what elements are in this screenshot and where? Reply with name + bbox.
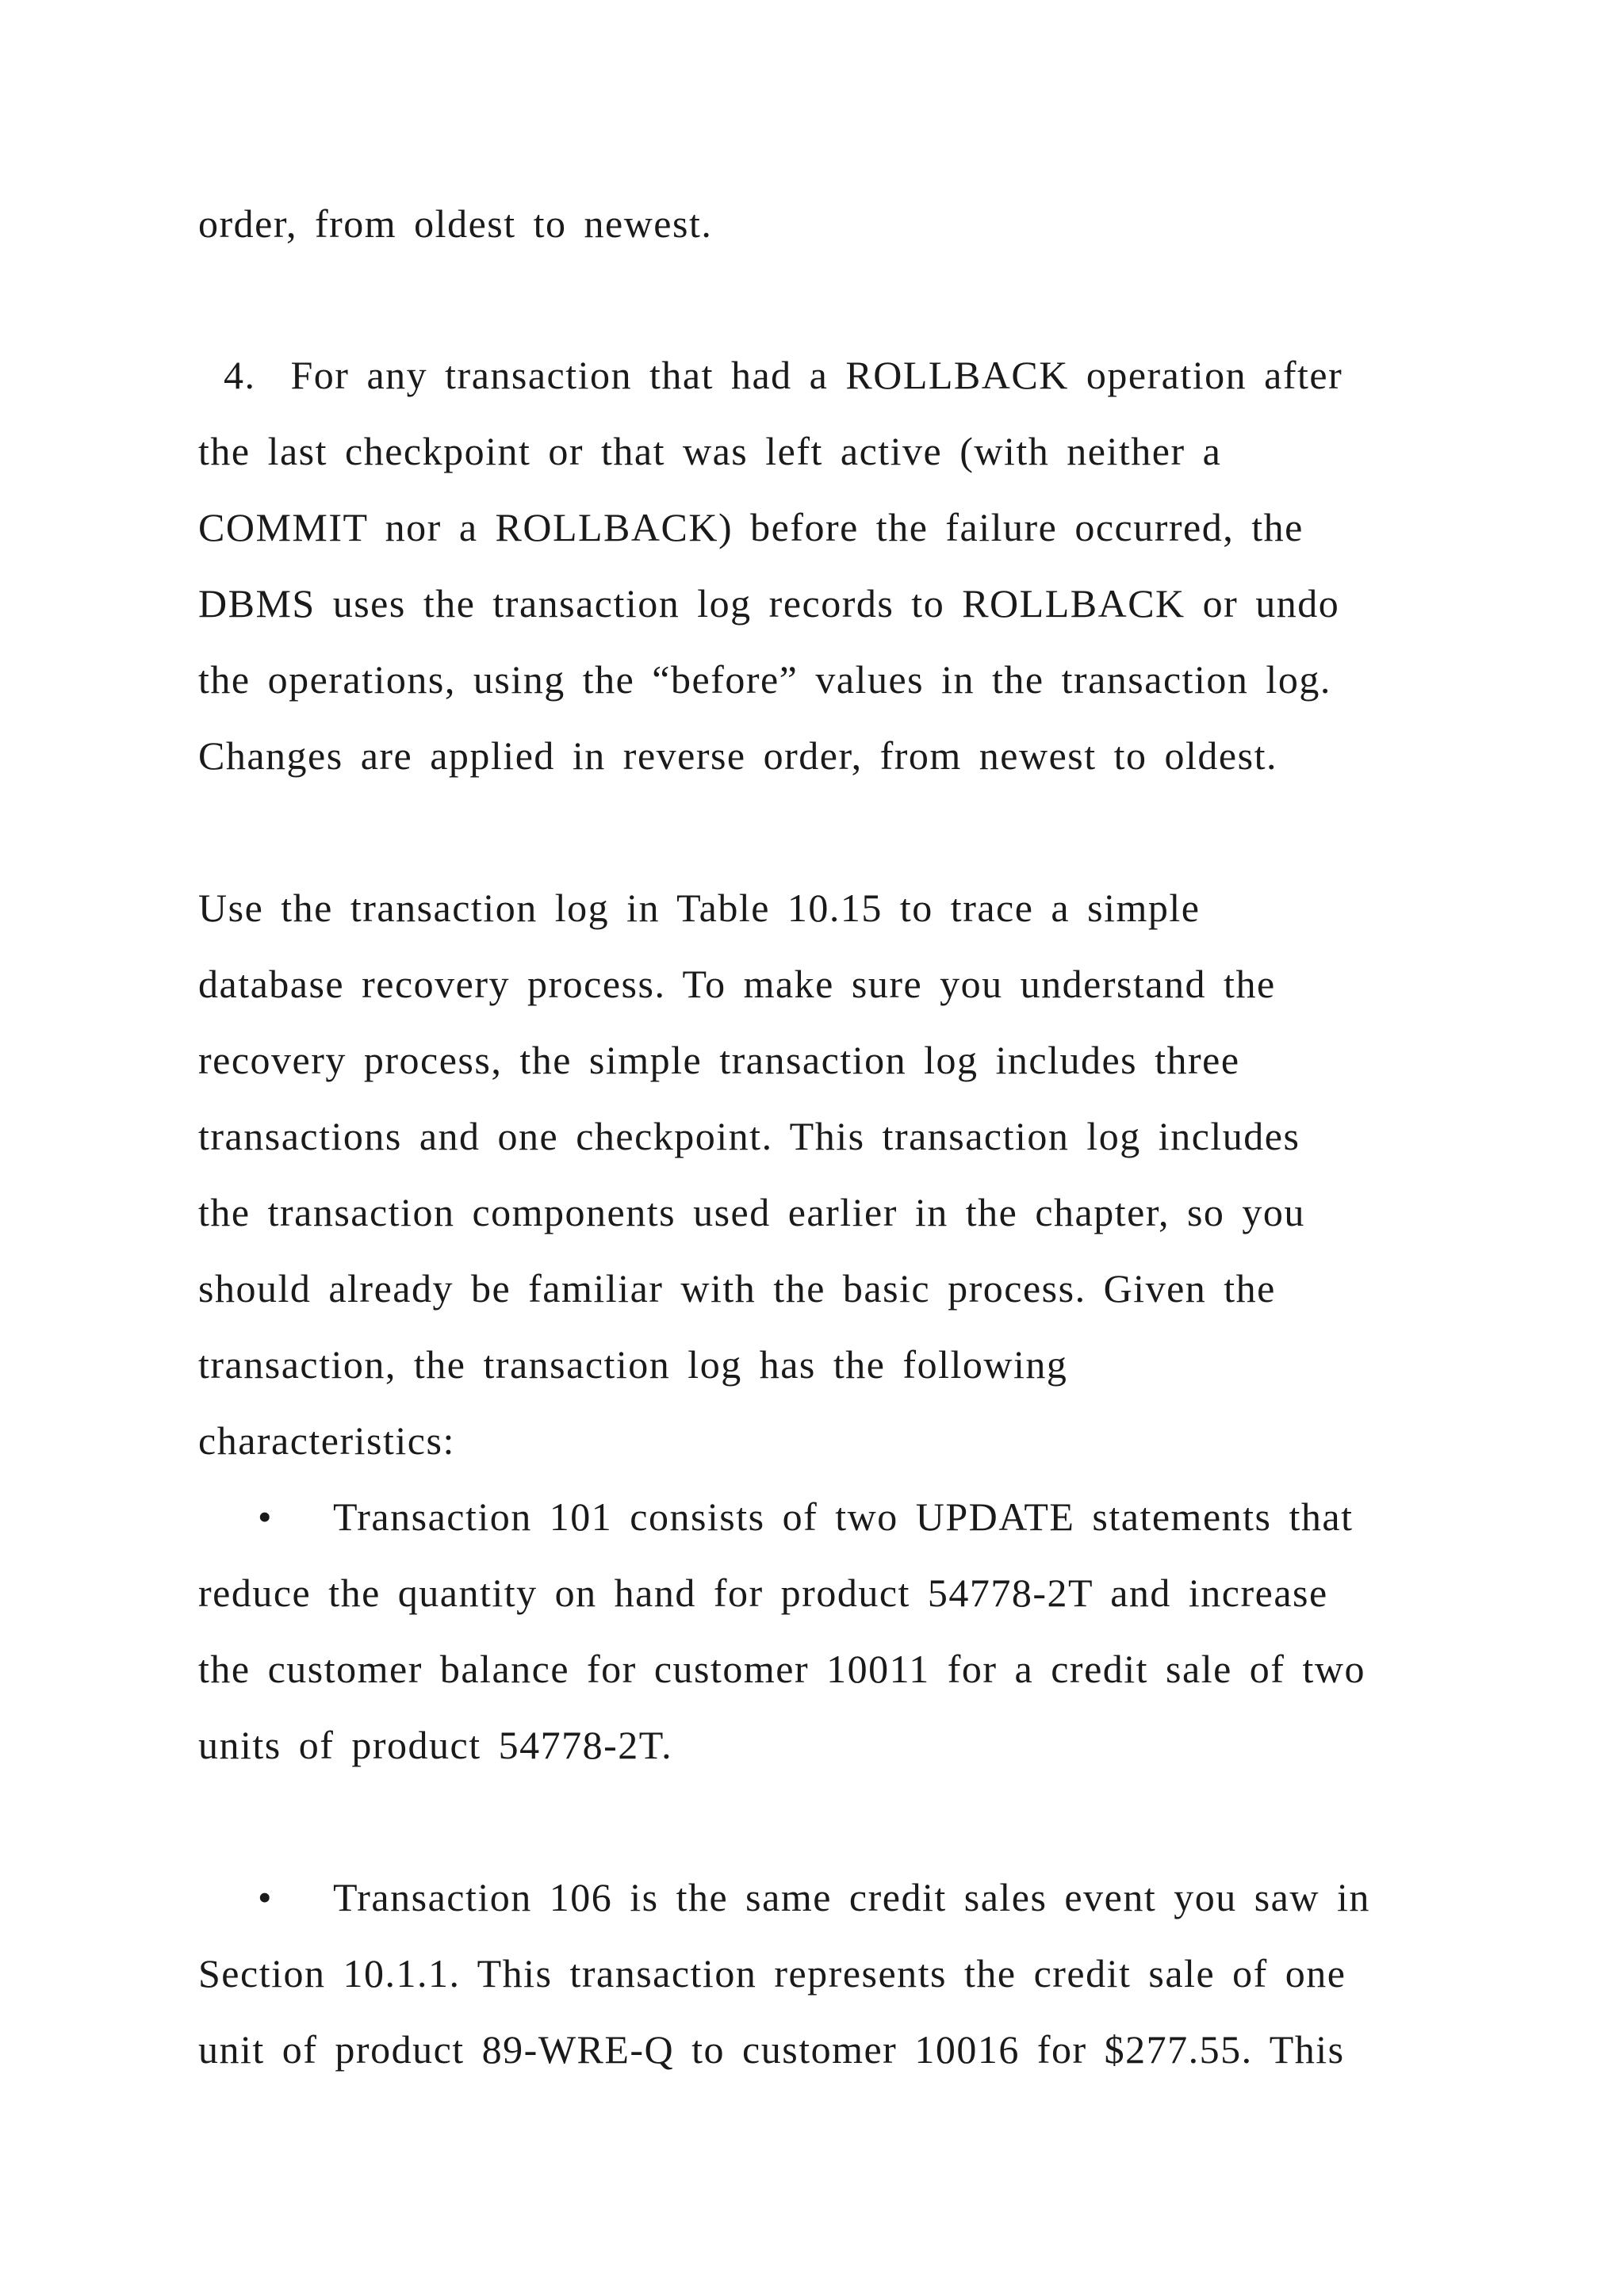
intro-line-7: transaction, the transaction log has the following — [198, 1342, 1068, 1387]
step4-line-2: the last checkpoint or that was left active (with neither a — [198, 429, 1222, 473]
step4-line-5: the operations, using the “before” values in the transaction log. — [198, 657, 1331, 702]
bullet1-line-1: Transaction 101 consists of two UPDATE statements that — [333, 1494, 1354, 1539]
continuation-line: order, from oldest to newest. — [198, 201, 713, 246]
intro-line-3: recovery process, the simple transaction log includes three — [198, 1038, 1240, 1082]
bullet1-line-4: units of product 54778-2T. — [198, 1723, 673, 1767]
bullet2-line-2: Section 10.1.1. This transaction represents the credit sale of one — [198, 1951, 1346, 1996]
intro-line-6: should already be familiar with the basic process. Given the — [198, 1266, 1276, 1311]
bullet2-line-3: unit of product 89-WRE-Q to customer 10016 for $277.55. This — [198, 2027, 1345, 2072]
intro-line-4: transactions and one checkpoint. This transaction log includes — [198, 1114, 1300, 1158]
step4-line-6: Changes are applied in reverse order, from newest to oldest. — [198, 733, 1277, 778]
bullet1-line-3: the customer balance for customer 10011 for a credit sale of two — [198, 1647, 1365, 1691]
bullet-symbol-1: • — [258, 1494, 272, 1539]
intro-line-5: the transaction components used earlier in the chapter, so you — [198, 1190, 1305, 1234]
intro-line-8: characteristics: — [198, 1418, 455, 1463]
bullet-symbol-2: • — [258, 1875, 272, 1919]
intro-line-2: database recovery process. To make sure you understand the — [198, 962, 1276, 1006]
step4-line-4: DBMS uses the transaction log records to ROLLBACK or undo — [198, 581, 1340, 626]
step4-line-1: 4. For any transaction that had a ROLLBACK operation after — [224, 353, 1343, 397]
intro-line-1: Use the transaction log in Table 10.15 to trace a simple — [198, 886, 1201, 930]
step4-line-3: COMMIT nor a ROLLBACK) before the failure occurred, the — [198, 505, 1304, 549]
bullet2-line-1: Transaction 106 is the same credit sales event you saw in — [333, 1875, 1370, 1919]
bullet1-line-2: reduce the quantity on hand for product 54778-2T and increase — [198, 1571, 1328, 1615]
